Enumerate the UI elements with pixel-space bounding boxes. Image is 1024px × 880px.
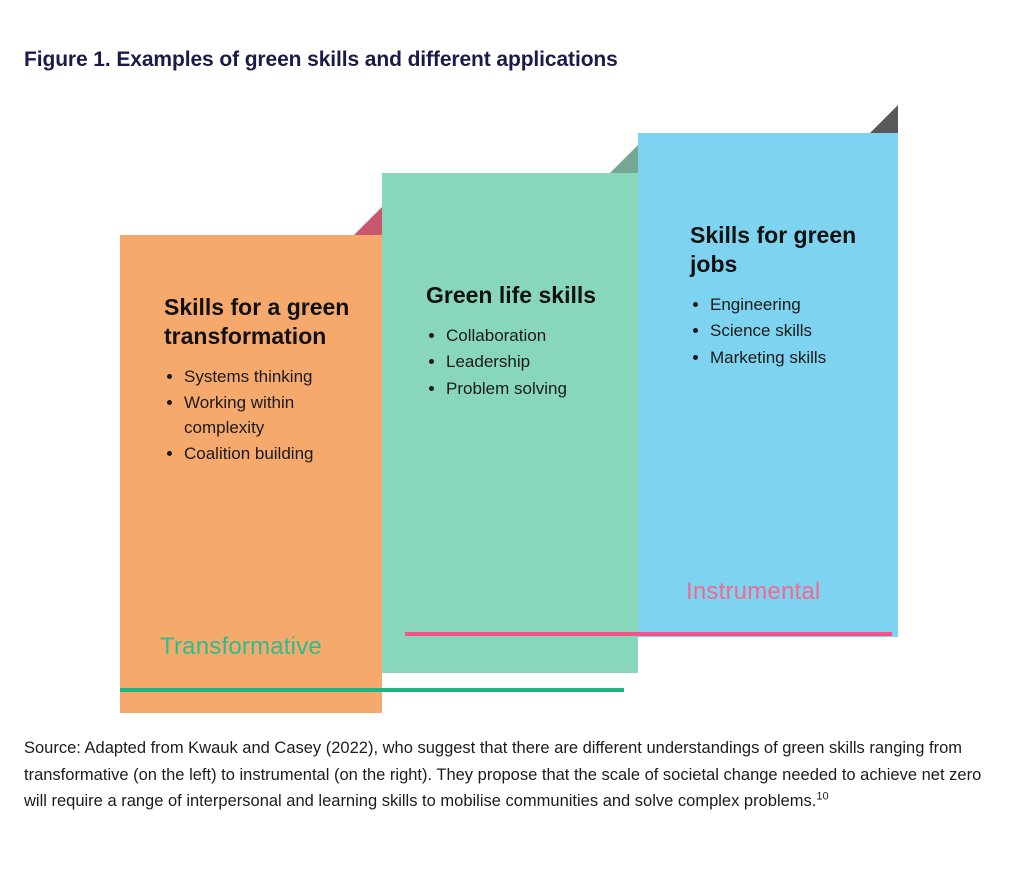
card-title: Skills for a green transformation (164, 294, 350, 349)
folded-corner-icon (870, 105, 898, 133)
scale-rule-transformative (120, 688, 624, 692)
list-item: • Systems thinking (184, 365, 362, 390)
source-note (24, 735, 992, 815)
list-item: • Science skills (710, 319, 878, 344)
list-item: • Collaboration (446, 324, 618, 349)
source-text: Source: Adapted from Kwauk and Casey (2022), who suggest that there are different understandings of green skills ranging from transformative (on the left) to instrumental (on the right). They propose that the scale of societal change needed to achieve net zero will require a range of interpersonal and learning skills to mobilise communities and solve complex problems. (24, 739, 982, 811)
list-item: • Leadership (446, 350, 618, 375)
footnote-marker: 10 (816, 790, 829, 803)
page-title: Figure 1. Examples of green skills and different applications (24, 48, 618, 71)
list-item: • Marketing skills (710, 346, 878, 371)
card-list (690, 293, 878, 371)
folded-corner-icon (610, 145, 638, 173)
card-title: Green life skills (426, 282, 597, 308)
green-skills-diagram (0, 105, 1024, 715)
list-item: • Coalition building (184, 442, 362, 467)
card-green-life-skills (382, 173, 638, 673)
card-list (426, 324, 618, 402)
list-item: • Working within complexity (184, 391, 362, 440)
scale-label-transformative: Transformative (160, 633, 322, 660)
card-skills-for-green-jobs (638, 133, 898, 637)
list-item: • Engineering (710, 293, 878, 318)
card-list (164, 365, 362, 468)
list-item: • Problem solving (446, 377, 618, 402)
scale-label-instrumental: Instrumental (686, 578, 821, 605)
scale-rule-instrumental (405, 632, 892, 636)
folded-corner-icon (354, 207, 382, 235)
card-title: Skills for green jobs (690, 222, 857, 277)
